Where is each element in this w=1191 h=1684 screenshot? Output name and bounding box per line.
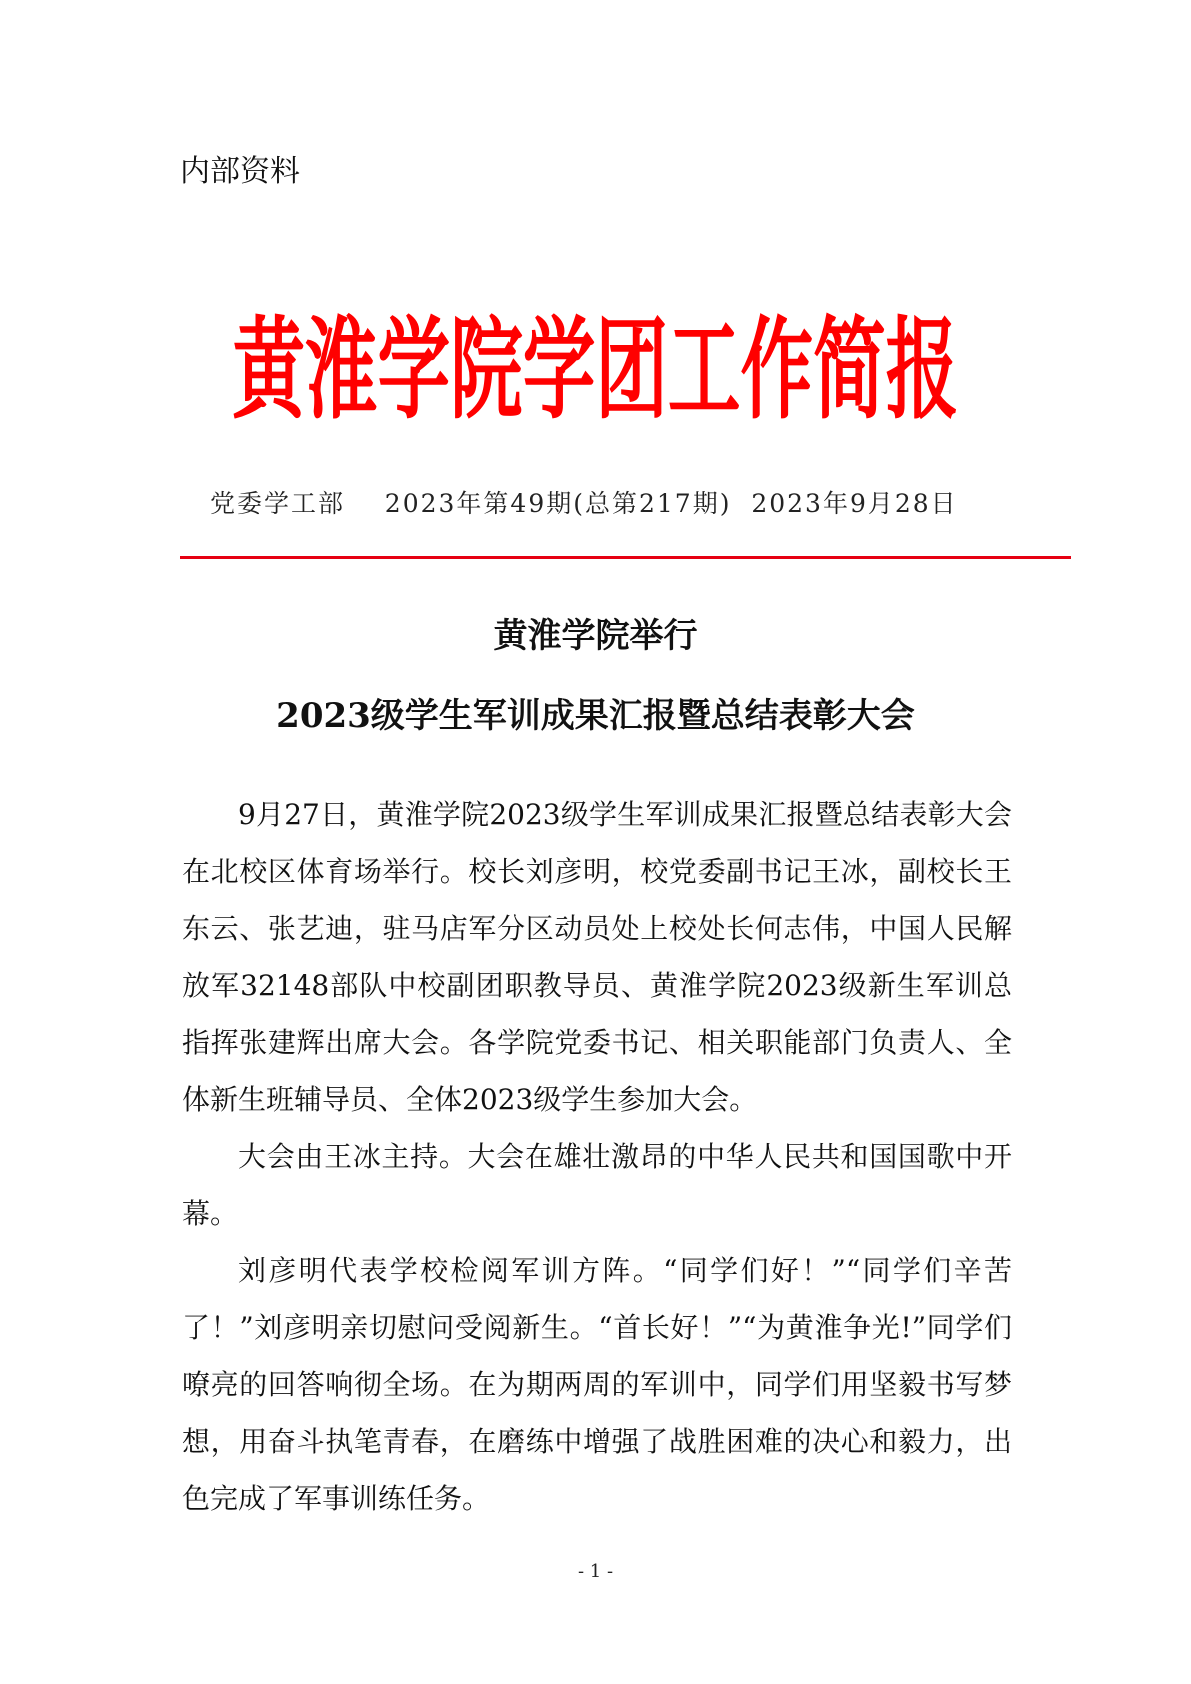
issue-info-line: 党委学工部 2023年第49期(总第217期) 2023年9月28日 xyxy=(210,489,958,518)
internal-material-label: 内部资料 xyxy=(180,154,300,189)
article-title-line-2: 2023级学生军训成果汇报暨总结表彰大会 xyxy=(276,696,915,736)
article-paragraph: 刘彦明代表学校检阅军训方阵。“同学们好！”“同学们辛苦了！”刘彦明亲切慰问受阅新生。“首长好！”“为黄淮争光!”同学们嘹亮的回答响彻全场。在为期两周的军训中，同学们用坚毅书写梦想，用奋斗执笔青春，在磨练中增强了战胜困难的决心和毅力，出色完成了军事训练任务。 xyxy=(182,1254,1012,1515)
page-number: - 1 - xyxy=(577,1561,614,1582)
masthead-divider xyxy=(180,556,1071,559)
article-body xyxy=(182,786,1012,1527)
article-title-line-1: 黄淮学院举行 xyxy=(493,616,698,656)
article-paragraph: 9月27日，黄淮学院2023级学生军训成果汇报暨总结表彰大会在北校区体育场举行。校长刘彦明，校党委副书记王冰，副校长王东云、张艺迪，驻马店军分区动员处上校处长何志伟，中国人民解放军32148部队中校副团职教导员、黄淮学院2023级新生军训总指挥张建辉出席大会。各学院党委书记、相关职能部门负责人、全体新生班辅导员、全体2023级学生参加大会。 xyxy=(182,798,1012,1116)
newsletter-masthead: 黄淮学院学团工作简报 xyxy=(232,305,959,434)
article-paragraph: 大会由王冰主持。大会在雄壮激昂的中华人民共和国国歌中开幕。 xyxy=(182,1140,1012,1230)
